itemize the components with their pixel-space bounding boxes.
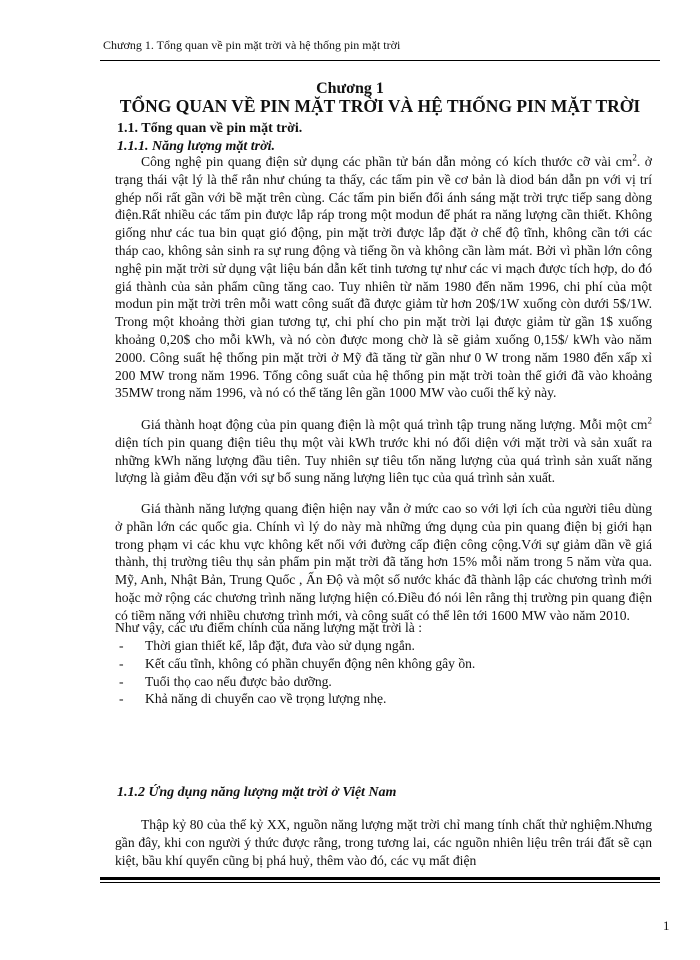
paragraph-1-rest: . ở trạng thái vật lý là thể rắn như chúng ta thấy, các tấm pin về cơ bản là diod bán dẫn pn với vị trí ghép nối rất gần với bề mặt trên cùng. Các tấm pin biến đổi ánh sáng mặt trời trực tiếp sang dòng điện.Rất nhiều các tấm pin được lắp ráp trong một modun để phát ra năng lượng cần thiết. Không giống như các tua bin quạt gió động, pin mặt trời được lắp đặt ở chế độ tĩnh, không cần tới các tháp cao, không sản sinh ra sự rung động và tiếng ồn và không cần làm mát. Bởi vì phần lớn công nghệ pin mặt trời sử dụng vật liệu bán dẫn kết tinh tương tự như các vi mạch được tích hợp, do đó giá thành của sản phẩm cũng tăng cao. Tuy nhiên từ năm 1980 đến năm 1996, chi phí của một modun pin mặt trời trên mỗi watt công suất đã được giảm từ hơn 20$/1W xuống còn dưới 5$/1W. Trong một khoảng thời gian tương tự, chi phí cho pin mặt trời lại được giảm từ gần 1$ xuống khoảng 0,20$ cho mỗi kWh, và nó còn được mong chờ là sẽ giảm xuống 0,15$/ kWh vào năm 2000. Công suất hệ thống pin mặt trời ở Mỹ đã tăng từ gần như 0 W trong năm 1980 đến xấp xỉ 200 MW trong năm 1996. Tổng công suất của hệ thống pin mặt trời toàn thế giới đã vào khoảng 35MW trong năm 1996, và nó có thể tăng lên gần 1000 MW vào cuối thế kỷ này. xyxy=(115,154,652,401)
paragraph-4 xyxy=(115,619,652,637)
list-item-text: Khả năng di chuyển cao về trọng lượng nhẹ. xyxy=(145,691,387,707)
paragraph-4-text: Như vậy, các ưu điểm chính của năng lượng mặt trời là : xyxy=(115,620,423,635)
paragraph-2-rest: diện tích pin quang điện tiêu thụ một vài kWh trước khi nó đối diện với mặt trời và sản xuất ra những kWh năng lượng đầu tiên. Tuy nhiên sự tiêu tốn năng lượng của quá trình sản xuất năng lượng là giảm đều đặn với sự bổ sung năng lượng liên tục của quá trình sản xuất. xyxy=(115,434,652,486)
list-item xyxy=(115,637,475,655)
page-number: 1 xyxy=(663,918,670,933)
subsection-heading: 1.1.1. Năng lượng mặt trời. xyxy=(117,139,275,154)
subsection-heading-2: 1.1.2 Ứng dụng năng lượng mặt trời ở Việt Nam xyxy=(117,785,397,800)
list-item xyxy=(115,673,475,691)
paragraph-5-text: Thập kỷ 80 của thế kỷ XX, nguồn năng lượng mặt trời chỉ mang tính chất thử nghiệm.Nhưng gần đây, khi con người ý thức được rằng, trong tương lai, các nguồn nhiên liệu trên trái đất sẽ cạn kiệt, bầu khí quyển cũng bị phá huỷ, thêm vào đó, các vụ mất điện xyxy=(115,817,652,868)
bullet-marker: - xyxy=(119,691,124,707)
superscript: 2 xyxy=(632,152,637,163)
paragraph-1-start: Công nghệ pin quang điện sử dụng các phần tử bán dẫn mỏng có kích thước cỡ vài cm xyxy=(141,154,633,169)
chapter-title: TỔNG QUAN VỀ PIN MẶT TRỜI VÀ HỆ THỐNG PIN MẶT TRỜI xyxy=(119,96,641,116)
paragraph-5 xyxy=(115,816,652,869)
list-item xyxy=(115,655,475,673)
list-item-text: Tuổi thọ cao nếu được bảo dưỡng. xyxy=(145,673,332,689)
paragraph-2-start: Giá thành hoạt động của pin quang điện là một quá trình tập trung năng lượng. Mỗi một cm xyxy=(141,417,648,432)
footer-rule xyxy=(100,877,660,880)
bullet-marker: - xyxy=(119,655,124,671)
list-item xyxy=(115,690,475,708)
paragraph-2 xyxy=(115,416,652,487)
paragraph-3 xyxy=(115,500,652,625)
list-item-text: Kết cấu tĩnh, không có phần chuyển động nên không gây ồn. xyxy=(145,655,476,671)
chapter-number: Chương 1 xyxy=(316,80,384,97)
bullet-marker: - xyxy=(119,638,124,653)
section-heading: 1.1. Tổng quan về pin mặt trời. xyxy=(117,121,303,136)
header-rule xyxy=(100,60,660,61)
paragraph-3-text: Giá thành năng lượng quang điện hiện nay vẫn ở mức cao so với lợi ích của người tiêu dùng ở phần lớn các quốc gia. Chính vì lý do này mà những ứng dụng của pin quang điện bị giới hạn trong phạm vi các khu vực không kết nối với đường cấp điện công cộng.Với sự giảm dần về giá thành, thị trường tiêu thụ sản phẩm pin mặt trời đã tăng hơn 15% mỗi năm trong 5 năm vừa qua. Mỹ, Anh, Nhật Bản, Trung Quốc , Ấn Độ và một số nước khác đã thành lập các chương trình mới hoặc mở rộng các chương trình năng lượng hiện có.Điều đó nói lên rằng thị trường pin quang điện có tiềm năng với nhiều chương trình mới, và công suất có thể lên tới 1600 MW vào năm 2010. xyxy=(115,501,652,623)
advantages-list xyxy=(115,637,475,708)
bullet-marker: - xyxy=(119,673,124,689)
list-item-text: Thời gian thiết kế, lắp đặt, đưa vào sử dụng ngắn. xyxy=(145,638,415,653)
footer-rule-thin xyxy=(100,882,660,883)
running-header: Chương 1. Tổng quan về pin mặt trời và hệ thống pin mặt trời xyxy=(103,38,401,52)
paragraph-1 xyxy=(115,153,652,402)
superscript: 2 xyxy=(647,415,652,426)
